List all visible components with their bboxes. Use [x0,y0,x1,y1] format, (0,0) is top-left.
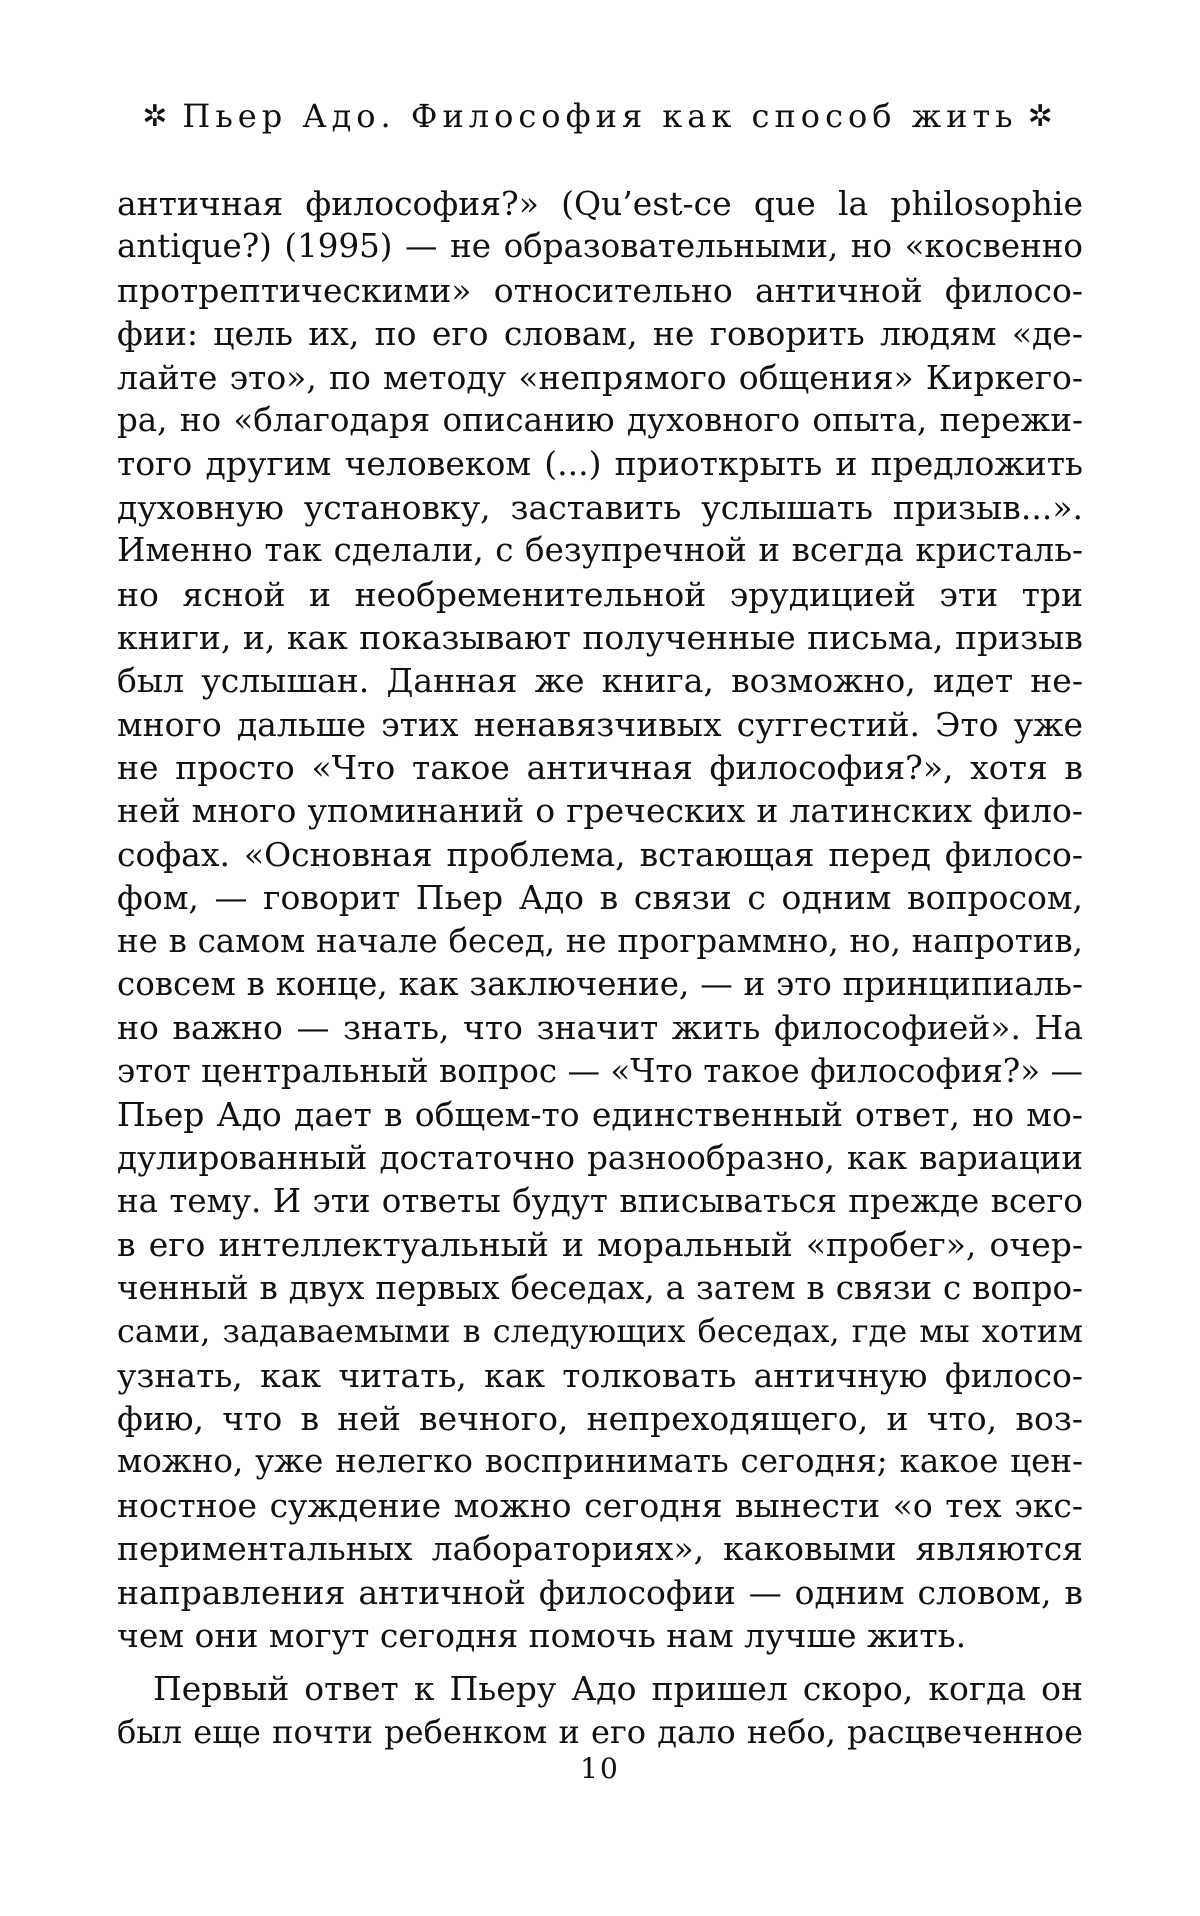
page-number: 10 [580,1752,620,1785]
paragraph-gap [117,1657,1083,1667]
text-line: этот центральный вопрос — «Что такое философия?» — [117,1051,1083,1090]
text-line: ченный в двух первых беседах, а затем в связи с вопро- [117,1268,1083,1307]
text-line: был услышан. Данная же книга, возможно, идет не- [117,661,1083,701]
ornament-right-icon: ✲ [1027,98,1058,134]
text-line: узнать, как читать, как толковать античную филосо- [117,1355,1083,1395]
text-line: совсем в конце, как заключение, — и это принципиаль- [117,965,1083,1004]
text-line: античная философия?» (Qu’est-ce que la philosophie [117,184,1083,223]
text-line: фию, что в ней вечного, непреходящего, и что, воз- [117,1398,1083,1438]
text-line: лайте это», по методу «непрямого общения» Киркего- [117,357,1083,397]
text-line: на тему. И эти ответы будут вписываться прежде всего [117,1181,1083,1220]
body-text [117,182,1083,1754]
text-line: книги, и, как показывают полученные письма, призыв [117,617,1083,657]
text-line: ней много упоминаний о греческих и латинских фило- [117,791,1083,831]
text-line: Первый ответ к Пьеру Адо пришел скоро, когда он [153,1669,1083,1709]
paragraph-2 [117,1667,1083,1754]
text-line: сами, задаваемыми в следующих беседах, где мы хотим [117,1312,1083,1351]
text-line: в его интеллектуальный и моральный «пробег», очер- [117,1225,1083,1265]
running-head-title: Пьер Адо. Философия как способ жить [182,97,1018,135]
text-line: но важно — знать, что значит жить философией». На [117,1008,1083,1048]
text-line: antique?) (1995) — не образовательными, но «косвенно [117,227,1083,266]
paragraph-1 [117,182,1083,1657]
text-line: чем они могут сегодня помочь нам лучше жить. [117,1615,967,1655]
text-line: направления античной философии — одним словом, в [117,1572,1083,1612]
ornament-left-icon: ✲ [142,98,173,134]
text-line: протрептическими» относительно античной филосо- [117,270,1083,310]
text-line: Именно так сделали, с безупречной и всегда кристаль- [117,531,1083,570]
text-line: можно, уже нелегко воспринимать сегодня; какое цен- [117,1442,1083,1481]
text-line: но ясной и необременительной эрудицией эти три [117,574,1083,614]
text-line: много дальше этих ненавязчивых суггестий. Это уже [117,704,1083,744]
text-line: ра, но «благодаря описанию духовного опыта, пережи- [117,400,1083,439]
text-line: того другим человеком (...) приоткрыть и предложить [117,444,1083,484]
text-line: дулированный достаточно разнообразно, как вариации [117,1138,1083,1177]
text-line: духовную установку, заставить услышать призыв...». [117,487,1083,527]
text-line: Пьер Адо дает в общем-то единственный ответ, но мо- [117,1095,1083,1135]
text-line: периментальных лабораториях», каковыми являются [117,1529,1083,1569]
text-line: не просто «Что такое античная философия?», хотя в [117,748,1083,788]
running-head [117,96,1083,136]
text-line: не в самом начале бесед, не программно, но, напротив, [117,921,1083,960]
text-line: ностное суждение можно сегодня вынести «о тех экс- [117,1485,1083,1525]
text-line: фии: цель их, по его словам, не говорить людям «де- [117,314,1083,354]
text-line: был еще почти ребенком и его дало небо, расцвеченное [117,1712,1083,1751]
text-line: фом, — говорит Пьер Адо в связи с одним вопросом, [117,878,1083,918]
text-line: софах. «Основная проблема, встающая перед филосо- [117,834,1083,874]
